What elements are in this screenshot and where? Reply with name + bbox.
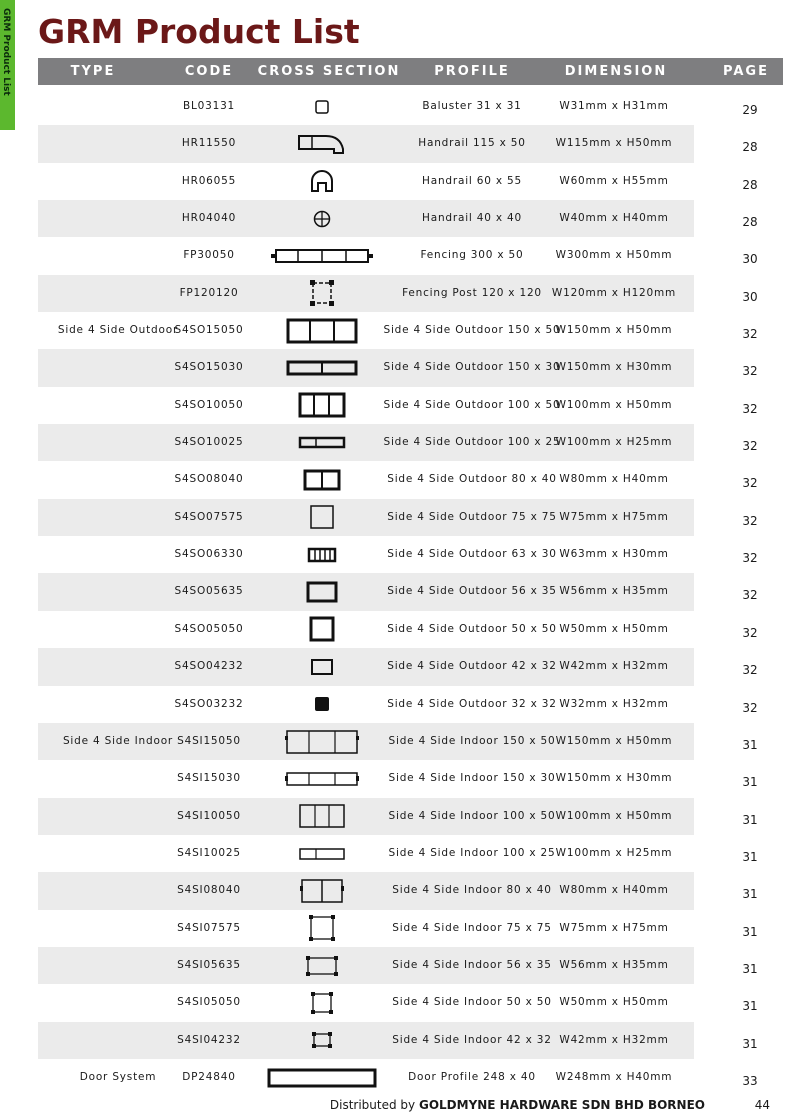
outdoor-42x32-icon (310, 648, 334, 685)
cell-dimension: W56mm x H35mm (559, 585, 669, 598)
indoor-75x75-icon (308, 910, 336, 947)
cell-profile: Side 4 Side Outdoor 150 x 30 (383, 361, 561, 374)
table-row (38, 237, 783, 274)
cell-page: 31 (742, 999, 758, 1014)
header-code: CODE (184, 64, 234, 79)
table-row (38, 125, 783, 162)
table-row (38, 910, 783, 947)
outdoor-100x25-icon (298, 424, 346, 461)
cell-code: S4SO15030 (174, 361, 244, 374)
cell-type: Side 4 Side Indoor (62, 734, 174, 747)
outdoor-150x50-icon (286, 312, 358, 349)
cell-profile: Side 4 Side Outdoor 75 x 75 (387, 510, 557, 523)
cell-code: S4SO08040 (174, 473, 244, 486)
cell-dimension: W42mm x H32mm (559, 1033, 669, 1046)
cell-profile: Side 4 Side Outdoor 150 x 50 (383, 324, 561, 337)
cell-code: S4SI05635 (177, 958, 241, 971)
cell-dimension: W150mm x H50mm (555, 734, 673, 747)
cell-code: FP30050 (183, 249, 235, 262)
indoor-56x35-icon (305, 947, 339, 984)
cell-profile: Side 4 Side Outdoor 42 x 32 (387, 660, 557, 673)
cell-page: 32 (742, 551, 758, 566)
cell-dimension: W100mm x H25mm (555, 436, 673, 449)
cell-dimension: W100mm x H25mm (555, 846, 673, 859)
cell-page: 32 (742, 588, 758, 603)
outdoor-150x30-icon (286, 349, 358, 386)
cell-code: S4SI04232 (177, 1033, 241, 1046)
table-row (38, 723, 783, 760)
table-row (38, 461, 783, 498)
table-row (38, 275, 783, 312)
outdoor-50x50-icon (309, 611, 335, 648)
door-profile-icon (267, 1059, 377, 1096)
table-row (38, 798, 783, 835)
cell-code: S4SO04232 (174, 660, 244, 673)
cell-code: S4SI07575 (177, 921, 241, 934)
cell-page: 32 (742, 439, 758, 454)
cell-page: 30 (742, 252, 758, 267)
cell-profile: Side 4 Side Outdoor 80 x 40 (387, 473, 557, 486)
cell-profile: Side 4 Side Indoor 50 x 50 (392, 996, 552, 1009)
table-row (38, 835, 783, 872)
cell-code: S4SO05050 (174, 622, 244, 635)
cell-code: S4SO10025 (174, 436, 244, 449)
cell-code: S4SI05050 (177, 996, 241, 1009)
cell-page: 29 (742, 103, 758, 117)
cell-profile: Handrail 115 x 50 (418, 137, 526, 150)
cell-page: 31 (742, 924, 758, 939)
cell-code: HR11550 (181, 137, 237, 150)
cell-page: 31 (742, 961, 758, 976)
cell-dimension: W150mm x H30mm (555, 772, 673, 785)
table-row (38, 760, 783, 797)
cell-dimension: W32mm x H32mm (559, 697, 669, 710)
cell-profile: Side 4 Side Indoor 42 x 32 (392, 1033, 552, 1046)
outdoor-80x40-icon (303, 461, 341, 498)
cell-code: HR04040 (181, 212, 237, 225)
cell-profile: Side 4 Side Outdoor 56 x 35 (387, 585, 557, 598)
baluster-icon (314, 88, 330, 125)
cell-page: 32 (742, 327, 758, 342)
outdoor-63x30-icon (307, 536, 337, 573)
cell-page: 32 (742, 513, 758, 528)
table-row (38, 499, 783, 536)
cell-page: 31 (742, 737, 758, 752)
table-row (38, 1022, 783, 1059)
outdoor-32x32-icon (313, 686, 331, 723)
handrail-wide-icon (296, 125, 348, 162)
cell-code: S4SI10025 (177, 846, 241, 859)
header-type: TYPE (70, 64, 116, 79)
cell-profile: Side 4 Side Indoor 150 x 50 (388, 734, 556, 747)
header-cross-section: CROSS SECTION (257, 64, 401, 79)
cell-dimension: W248mm x H40mm (555, 1070, 673, 1083)
table-row (38, 312, 783, 349)
cell-page: 31 (742, 812, 758, 827)
footer-prefix: Distributed by (329, 1098, 416, 1112)
indoor-42x32-icon (311, 1022, 333, 1059)
cell-type: Side 4 Side Outdoor (57, 324, 179, 337)
cell-code: S4SO07575 (174, 510, 244, 523)
cell-profile: Handrail 40 x 40 (422, 212, 522, 225)
cell-dimension: W50mm x H50mm (559, 996, 669, 1009)
cell-profile: Fencing Post 120 x 120 (402, 286, 542, 299)
table-row (38, 947, 783, 984)
table-header (38, 58, 783, 85)
cell-page: 32 (742, 700, 758, 715)
cell-page: 31 (742, 887, 758, 902)
cell-dimension: W63mm x H30mm (559, 548, 669, 561)
cell-dimension: W60mm x H55mm (559, 174, 669, 187)
cell-profile: Fencing 300 x 50 (420, 249, 524, 262)
table-row (38, 1059, 783, 1096)
table-row (38, 200, 783, 237)
indoor-100x25-icon (298, 835, 346, 872)
cell-code: S4SO03232 (174, 697, 244, 710)
cell-page: 32 (742, 476, 758, 491)
cell-profile: Handrail 60 x 55 (422, 174, 522, 187)
indoor-150x50-icon (285, 723, 359, 760)
indoor-80x40-icon (300, 872, 344, 909)
fencing-post-icon (309, 275, 335, 312)
cell-page: 31 (742, 1036, 758, 1051)
cell-dimension: W31mm x H31mm (559, 100, 669, 112)
cell-code: S4SO10050 (174, 398, 244, 411)
cell-profile: Side 4 Side Outdoor 32 x 32 (387, 697, 557, 710)
table-row (38, 872, 783, 909)
header-dimension: DIMENSION (564, 64, 668, 79)
cell-code: DP24840 (182, 1070, 236, 1083)
cell-page: 31 (742, 849, 758, 864)
cell-page: 32 (742, 401, 758, 416)
handrail-circle-icon (312, 200, 332, 237)
cell-dimension: W75mm x H75mm (559, 510, 669, 523)
cell-profile: Baluster 31 x 31 (422, 100, 522, 112)
cell-code: S4SI15030 (177, 772, 241, 785)
cell-page: 32 (742, 663, 758, 678)
cell-page: 30 (742, 289, 758, 304)
cell-profile: Side 4 Side Outdoor 50 x 50 (387, 622, 557, 635)
cell-dimension: W120mm x H120mm (551, 286, 677, 299)
cell-profile: Side 4 Side Indoor 150 x 30 (388, 772, 556, 785)
cell-code: S4SI08040 (177, 884, 241, 897)
cell-page: 28 (742, 215, 758, 230)
cell-page: 28 (742, 140, 758, 155)
handrail-round-icon (309, 163, 335, 200)
page-title: GRM Product List (38, 12, 360, 51)
table-row (38, 163, 783, 200)
product-table (38, 88, 783, 1096)
cell-dimension: W56mm x H35mm (559, 958, 669, 971)
footer (330, 1098, 705, 1112)
indoor-50x50-icon (310, 984, 334, 1021)
cell-dimension: W300mm x H50mm (555, 249, 673, 262)
fencing-icon (270, 237, 374, 274)
outdoor-100x50-icon (298, 387, 346, 424)
header-profile: PROFILE (434, 64, 510, 79)
table-row (38, 573, 783, 610)
cell-profile: Door Profile 248 x 40 (408, 1070, 536, 1083)
cell-profile: Side 4 Side Indoor 80 x 40 (392, 884, 552, 897)
cell-profile: Side 4 Side Indoor 100 x 50 (388, 809, 556, 822)
cell-dimension: W150mm x H50mm (555, 324, 673, 337)
cell-dimension: W115mm x H50mm (555, 137, 673, 150)
cell-code: BL03131 (182, 100, 236, 112)
cell-code: S4SI10050 (177, 809, 241, 822)
side-tab (0, 0, 15, 130)
cell-dimension: W42mm x H32mm (559, 660, 669, 673)
cell-page: 28 (742, 177, 758, 192)
cell-profile: Side 4 Side Indoor 100 x 25 (388, 846, 556, 859)
table-row (38, 686, 783, 723)
table-row (38, 611, 783, 648)
cell-dimension: W150mm x H30mm (555, 361, 673, 374)
cell-code: S4SI15050 (177, 734, 241, 747)
cell-profile: Side 4 Side Outdoor 100 x 50 (383, 398, 561, 411)
cell-code: S4SO06330 (174, 548, 244, 561)
cell-dimension: W100mm x H50mm (555, 398, 673, 411)
cell-dimension: W75mm x H75mm (559, 921, 669, 934)
cell-code: FP120120 (179, 286, 239, 299)
cell-page: 32 (742, 625, 758, 640)
page-number: 44 (754, 1098, 770, 1112)
indoor-150x30-icon (285, 760, 359, 797)
outdoor-75x75-icon (309, 499, 335, 536)
cell-page: 32 (742, 364, 758, 379)
outdoor-56x35-icon (306, 573, 338, 610)
cell-dimension: W80mm x H40mm (559, 884, 669, 897)
table-row (38, 984, 783, 1021)
side-tab-label: GRM Product List (1, 8, 11, 96)
table-row (38, 536, 783, 573)
cell-profile: Side 4 Side Outdoor 100 x 25 (383, 436, 561, 449)
table-row (38, 349, 783, 386)
cell-page: 33 (742, 1073, 758, 1088)
cell-code: HR06055 (181, 174, 237, 187)
cell-profile: Side 4 Side Indoor 56 x 35 (392, 958, 552, 971)
cell-page: 31 (742, 775, 758, 790)
table-row (38, 424, 783, 461)
table-row (38, 648, 783, 685)
cell-code: S4SO15050 (174, 324, 244, 337)
cell-profile: Side 4 Side Indoor 75 x 75 (392, 921, 552, 934)
indoor-100x50-icon (298, 798, 346, 835)
cell-profile: Side 4 Side Outdoor 63 x 30 (387, 548, 557, 561)
table-row (38, 387, 783, 424)
header-page: PAGE (723, 64, 769, 79)
cell-dimension: W100mm x H50mm (555, 809, 673, 822)
footer-company: GOLDMYNE HARDWARE SDN BHD BORNEO (418, 1098, 705, 1112)
cell-dimension: W50mm x H50mm (559, 622, 669, 635)
cell-dimension: W80mm x H40mm (559, 473, 669, 486)
cell-type: Door System (79, 1070, 157, 1083)
cell-code: S4SO05635 (174, 585, 244, 598)
table-row (38, 88, 783, 125)
cell-dimension: W40mm x H40mm (559, 212, 669, 225)
